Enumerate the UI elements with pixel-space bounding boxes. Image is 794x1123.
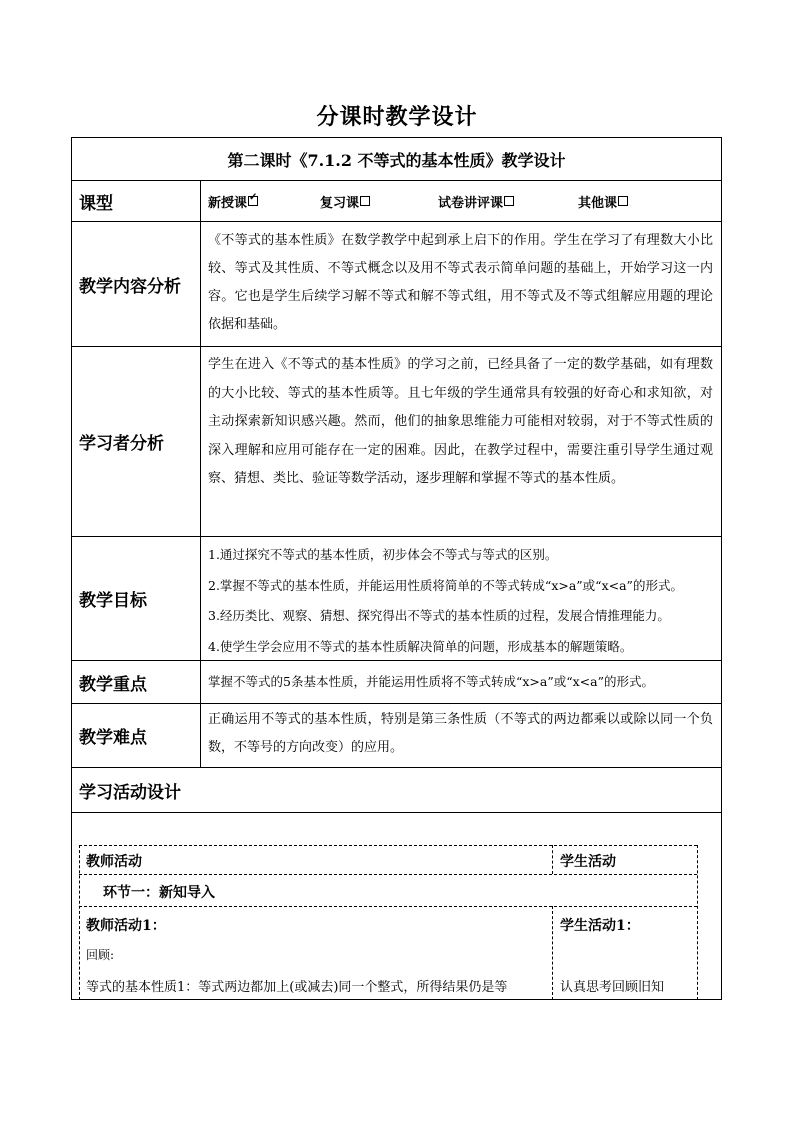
course-type-options [208,181,628,221]
option-label: 新授课 [208,195,248,211]
dashed-border [79,845,697,846]
review-text: 等式的基本性质1：等式两边都加上(或减去)同一个整式，所得结果仍是等 [86,980,508,995]
objective-item: 2.掌握不等式的基本性质，并能运用性质将简单的不等式转成“x>a”或“x<a”的形式。 [208,577,683,593]
learner-analysis-label: 学习者分析 [79,434,164,454]
student-activity-header: 学生活动 [560,854,616,870]
learner-analysis-text: 学生在进入《不等式的基本性质》的学习之前，已经具备了一定的数学基础，如有理数的大小比较、等式的基本性质等。且七年级的学生通常具有较强的好奇心和求知欲，对主动探索新知识感兴趣。然而，他们的抽象思维能力可能相对较弱，对于不等式性质的深入理解和应用可能存在一定的困难。因此，在教学过程中，需要注重引导学生通过观察、猜想、类比、验证等数学活动，逐步理解和掌握不等式的基本性质。 [208,357,713,486]
teacher-activity-header: 教师活动 [86,854,142,870]
objectives-list [208,540,713,662]
dashed-border [697,845,698,1000]
course-type-test-review[interactable] [438,192,578,211]
section-one-title: 环节一：新知导入 [103,885,215,901]
review-label: 回顾: [86,948,115,962]
teacher-activity-1: 教师活动1： [86,918,166,934]
course-type-review[interactable] [320,192,438,211]
objective-item: 4.使学生学会应用不等式的基本性质解决简单的问题，形成基本的解题策略。 [208,638,633,654]
course-type-new[interactable] [208,192,320,211]
activity-design-label: 学习活动设计 [79,782,181,803]
objective-item: 1.通过探究不等式的基本性质，初步体会不等式与等式的区别。 [208,547,558,562]
dashed-border [79,874,697,875]
row-divider [71,812,722,813]
content-analysis-text: 《不等式的基本性质》在数学教学中起到承上启下的作用。学生在学习了有理数大小比较、等式及其性质、不等式概念以及用不等式表示简单问题的基础上，开始学习这一内容。它也是学生后续学习解不等式和解不等式组，用不等式及不等式组解应用题的理论依据和基础。 [208,233,713,332]
dashed-border [79,906,697,907]
document-title: 分课时教学设计 [316,104,478,130]
checked-box-icon[interactable] [248,196,258,206]
student-activity-1: 学生活动1： [560,918,640,934]
checkbox-icon[interactable] [618,196,628,206]
course-type-label: 课型 [79,193,113,214]
option-label: 其他课 [578,195,618,211]
dashed-border [79,845,80,1000]
key-points-text: 掌握不等式的5条基本性质，并能运用性质将不等式转成“x>a”或“x<a”的形式。 [208,674,654,689]
dashed-border [552,845,553,874]
objectives-label: 教学目标 [79,591,147,611]
option-label: 试卷讲评课 [438,195,504,211]
checkbox-icon[interactable] [360,196,370,206]
course-type-other[interactable] [578,192,628,211]
content-analysis-label: 教学内容分析 [79,276,181,297]
dashed-border [552,906,553,1000]
objective-item: 3.经历类比、观察、猜想、探究得出不等式的基本性质的过程，发展合情推理能力。 [208,608,670,623]
difficulties-label: 教学难点 [79,728,147,748]
checkbox-icon[interactable] [504,196,514,206]
lesson-title: 第二课时《7.1.2 不等式的基本性质》教学设计 [227,150,566,170]
student-activity-1-text: 认真思考回顾旧知 [560,980,665,995]
key-points-label: 教学重点 [79,674,147,695]
column-divider [200,180,201,767]
difficulties-text: 正确运用不等式的基本性质，特别是第三条性质（不等式的两边都乘以或除以同一个负数，不等号的方向改变）的应用。 [208,712,713,755]
option-label: 复习课 [320,195,360,211]
